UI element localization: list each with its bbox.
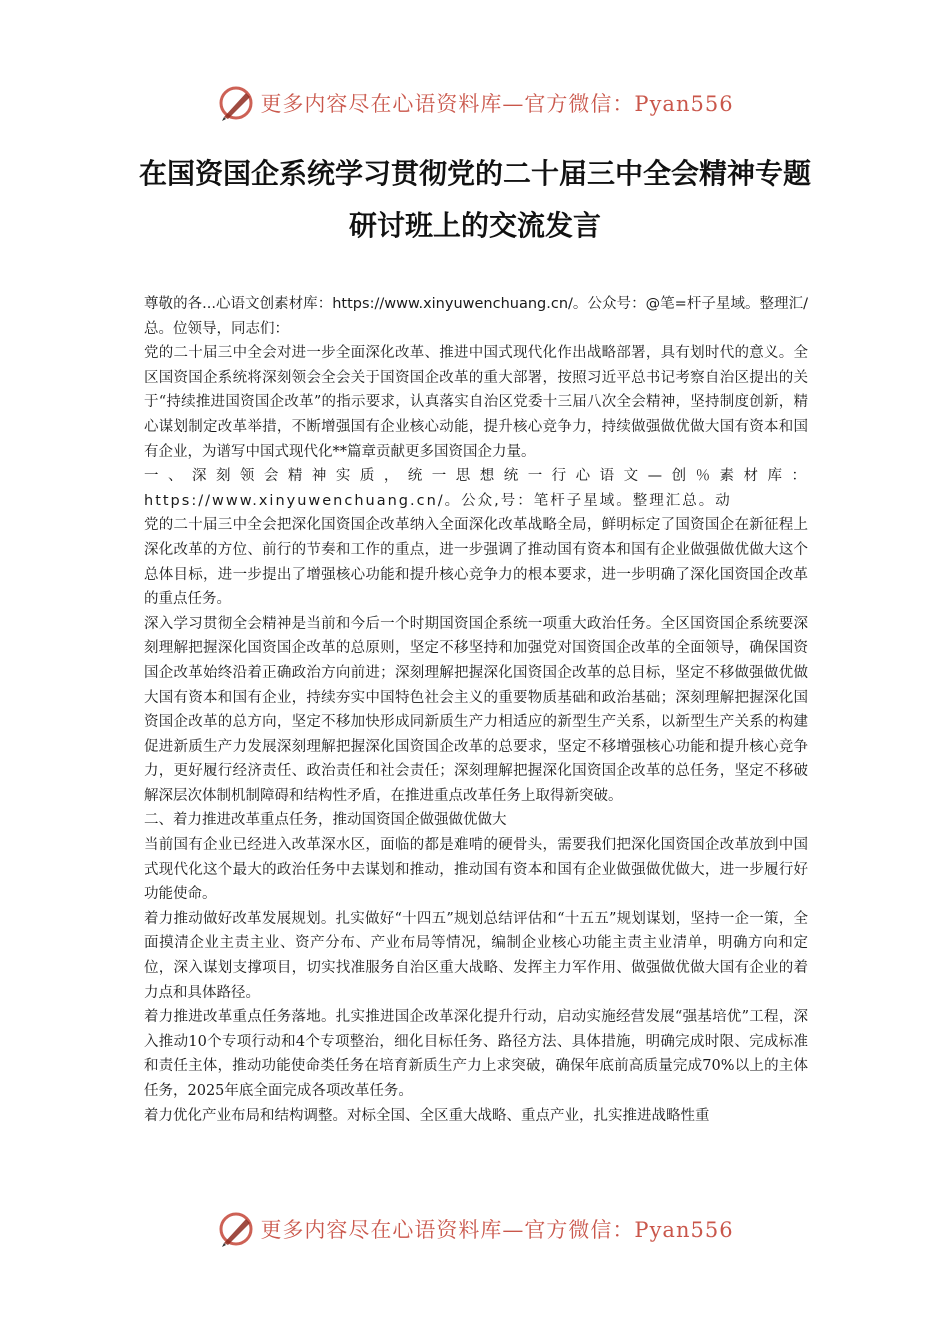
- body-paragraph: 着力推进改革重点任务落地。扎实推进国企改革深化提升行动，启动实施经营发展“强基培优”工程，深入推动10个专项行动和4个专项整治，细化目标任务、路径方法、具体措施，明确完成时限、完成标准和责任主体，推动功能使命类任务在培育新质生产力上求突破，确保年底前高质量完成70%以上的主体任务，2025年底全面完成各项改革任务。: [144, 1009, 808, 1099]
- body-paragraph: 着力优化产业布局和结构调整。对标全国、全区重大战略、重点产业，扎实推进战略性重: [144, 1107, 710, 1124]
- body-paragraph: 党的二十届三中全会把深化国资国企改革纳入全面深化改革战略全局，鲜明标定了国资国企在新征程上深化改革的方位、前行的节奏和工作的重点，进一步强调了推动国有资本和国有企业做强做优做大这个总体目标，进一步提出了增强核心功能和提升核心竞争力的根本要求，进一步明确了深化国资国企改革的重点任务。: [144, 517, 808, 608]
- body-paragraph: 着力推动做好改革发展规划。扎实做好“十四五”规划总结评估和“十五五”规划谋划，坚持一企一策，全面摸清企业主责主业、资产分布、产业布局等情况，编制企业核心功能主责主业清单，明确方向和定位，深入谋划支撑项目，切实找准服务自治区重大战略、发挥主力军作用、做强做优做大国有企业的着力点和具体路径。: [144, 910, 808, 1001]
- document-title: 在国资国企系统学习贯彻党的二十届三中全会精神专题研讨班上的交流发言: [138, 157, 811, 242]
- footer-watermark-banner: [0, 1204, 950, 1254]
- watermark-text: 更多内容尽在心语资料库—官方微信：Pyan556: [260, 1218, 734, 1242]
- salutation-paragraph: 尊敬的各...心语文创素材库：https://www.xinyuwenchuang.cn/。公众号：@笔=杆子星域。整理汇/总。位领导，同志们：: [144, 296, 808, 337]
- pen-logo-icon: [216, 83, 256, 123]
- body-paragraph: 当前国有企业已经进入改革深水区，面临的都是难啃的硬骨头，需要我们把深化国资国企改革放到中国式现代化这个最大的政治任务中去谋划和推动，推动国有资本和国有企业做强做优做大，进一步履行好功能使命。: [144, 837, 808, 903]
- pen-logo-icon: [216, 1209, 256, 1249]
- header-watermark-banner: [0, 78, 950, 128]
- intro-paragraph: 党的二十届三中全会对进一步全面深化改革、推进中国式现代化作出战略部署，具有划时代的意义。全区国资国企系统将深刻领会全会关于国资国企改革的重大部署，按照习近平总书记考察自治区提出的关于“持续推进国资国企改革”的指示要求，认真落实自治区党委十三届八次全会精神，坚持制度创新，精心谋划制定改革举措，不断增强国有企业核心动能，提升核心竞争力，持续做强做优做大国有资本和国有企业，为谱写中国式现代化**篇章贡献更多国资国企力量。: [144, 345, 808, 460]
- body-paragraph: 深入学习贯彻全会精神是当前和今后一个时期国资国企系统一项重大政治任务。全区国资国企系统要深刻理解把握深化国资国企改革的总原则，坚定不移坚持和加强党对国资国企改革的全面领导，确保国资国企改革始终沿着正确政治方向前进；深刻理解把握深化国资国企改革的总目标，坚定不移做强做优做大国有资本和国有企业，持续夯实中国特色社会主义的重要物质基础和政治基础；深刻理解把握深化国资国企改革的总方向，坚定不移加快形成同新质生产力相适应的新型生产关系，以新型生产关系的构建促进新质生产力发展深刻理解把握深化国资国企改革的总要求，坚定不移增强核心功能和提升核心竞争力，更好履行经济责任、政治责任和社会责任；深刻理解把握深化国资国企改革的总任务，坚定不移破解深层次体制机制障碍和结构性矛盾，在推进重点改革任务上取得新突破。: [144, 615, 808, 804]
- document-body: [144, 292, 808, 1128]
- section-heading-2: 二、着力推进改革重点任务，推动国资国企做强做优做大: [144, 812, 507, 829]
- section-heading-1: 一、深刻领会精神实质，统一思想统一行心语文—创％素材库：https://www.xinyuwenchuang.cn/。公众,号：笔杆子星域。整理汇总。动: [144, 468, 808, 509]
- watermark-text: 更多内容尽在心语资料库—官方微信：Pyan556: [260, 92, 734, 116]
